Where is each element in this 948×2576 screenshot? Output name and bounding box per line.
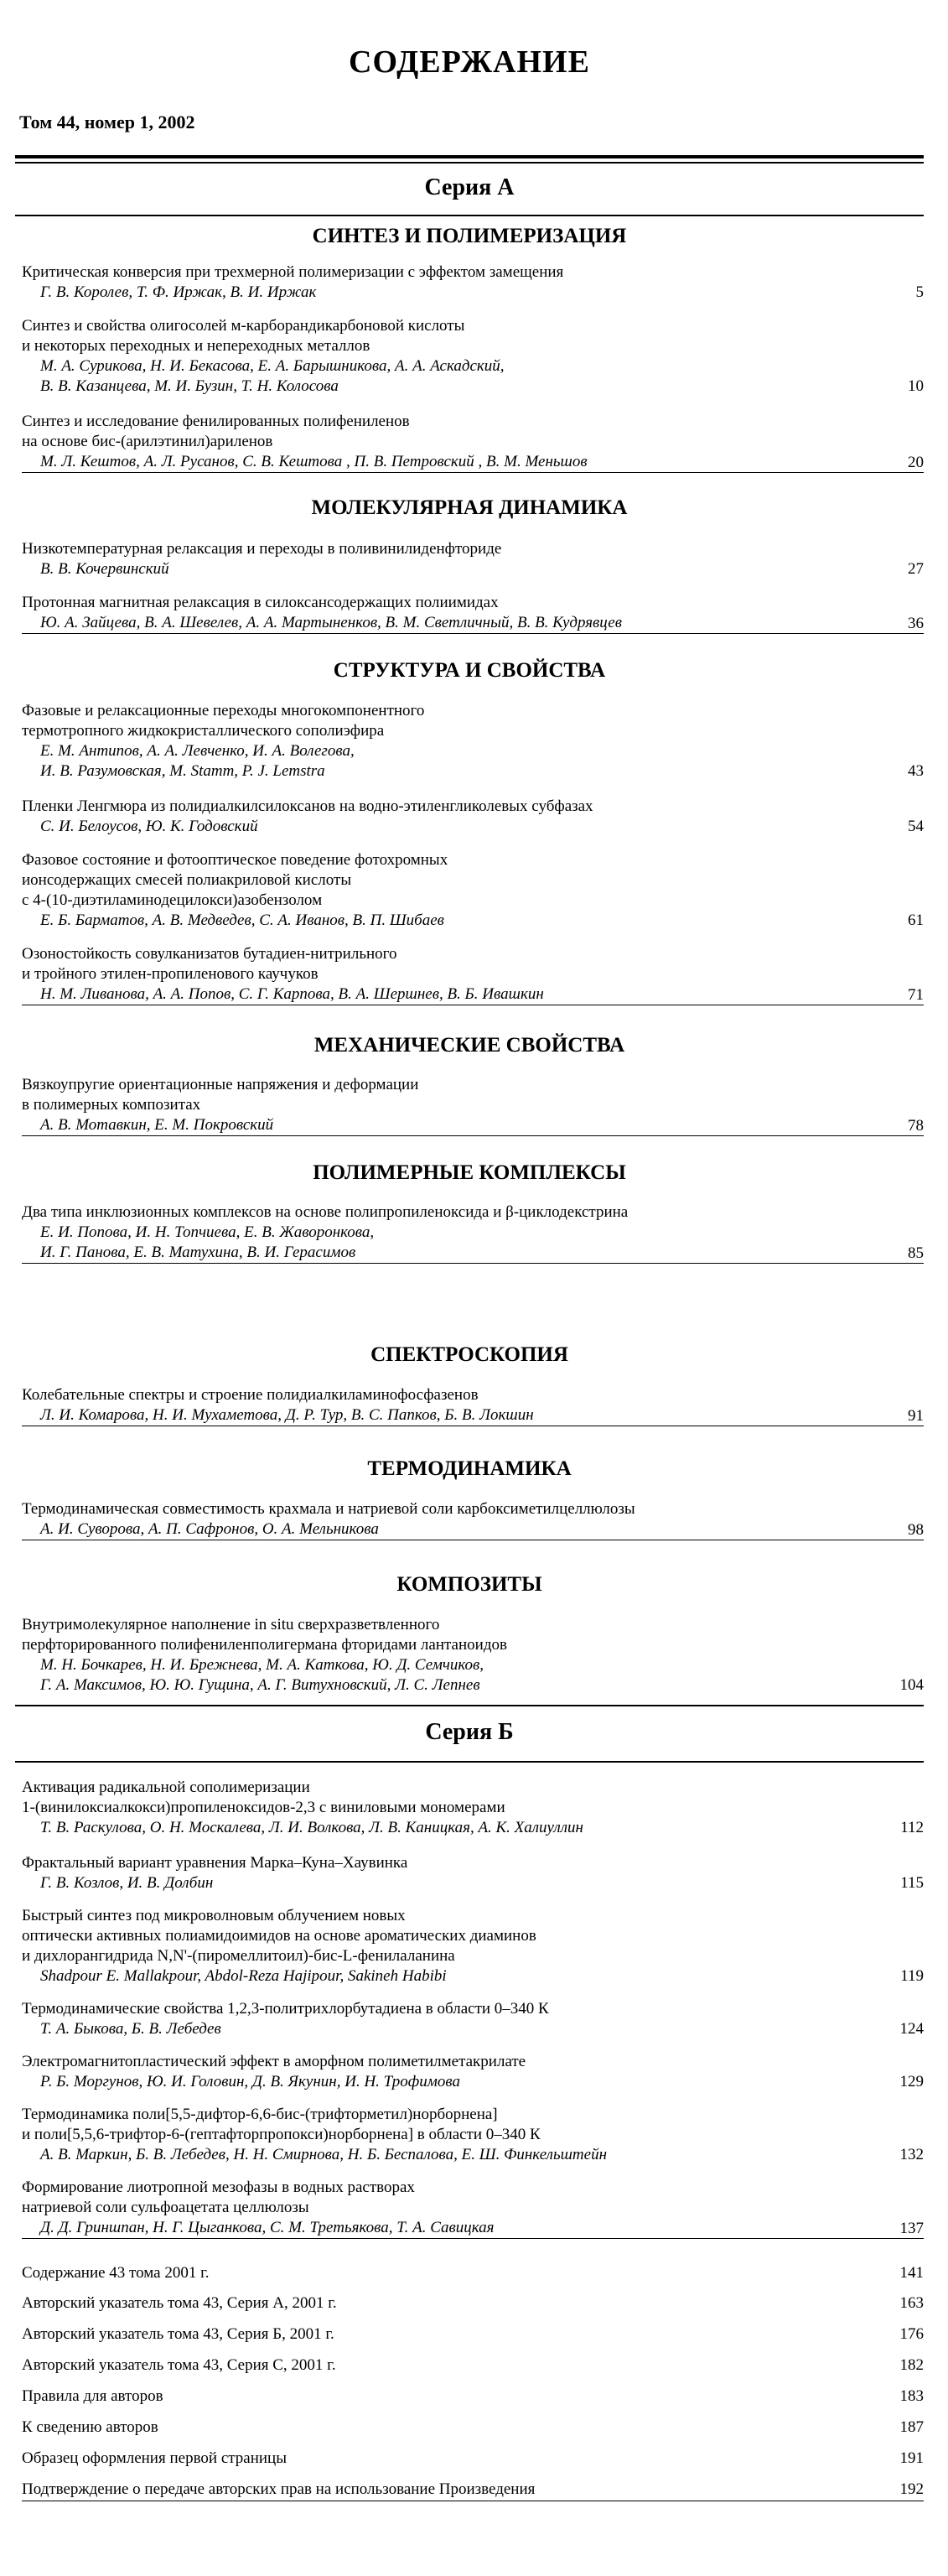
misc-page: 176: [899, 2325, 924, 2343]
toc-entry[interactable]: [22, 1499, 924, 1540]
entry-title: Протонная магнитная релаксация в силоксансодержащих полиимидах: [22, 594, 499, 611]
misc-title: Содержание 43 тома 2001 г.: [22, 2264, 210, 2282]
entry-page: 104: [899, 1676, 924, 1694]
divider: [15, 155, 924, 158]
entry-authors: Г. В. Королев, Т. Ф. Иржак, В. И. Иржак: [40, 283, 317, 301]
misc-title: Авторский указатель тома 43, Серия Б, 2001 г.: [22, 2325, 334, 2343]
section-heading: СИНТЕЗ И ПОЛИМЕРИЗАЦИЯ: [312, 225, 627, 247]
entry-authors: Shadpour E. Mallakpour, Abdol-Reza Hajipour, Sakineh Habibi: [40, 1967, 447, 1985]
entry-page: 27: [908, 560, 924, 578]
toc-entry[interactable]: [22, 539, 924, 579]
entry-page: 129: [899, 2073, 924, 2090]
entry-page: 78: [908, 1117, 924, 1135]
volume-info: Том 44, номер 1, 2002: [19, 112, 195, 132]
entry-title: Термодинамическая совместимость крахмала и натриевой соли карбоксиметилцеллюлозы: [22, 1500, 635, 1518]
toc-entry[interactable]: [22, 797, 924, 837]
toc-entry[interactable]: [22, 316, 924, 397]
toc-entry[interactable]: [22, 2105, 924, 2165]
misc-entry[interactable]: [22, 2387, 924, 2406]
toc-entry[interactable]: [22, 593, 924, 634]
misc-page: 182: [899, 2356, 924, 2374]
misc-title: К сведению авторов: [22, 2418, 158, 2436]
entry-title: Термодинамика поли[5,5-дифтор-6,6-бис-(трифторметил)норборнена] и поли[5,5,6-трифтор-6-(гептафторпропокси)норборнена] в области 0–340 К: [22, 2106, 541, 2143]
misc-entry[interactable]: [22, 2449, 924, 2468]
section-heading: СПЕКТРОСКОПИЯ: [370, 1343, 568, 1366]
entry-page: 71: [908, 986, 924, 1004]
divider: [15, 215, 924, 216]
entry-page: 54: [908, 818, 924, 835]
entry-title: Термодинамические свойства 1,2,3-политрихлорбутадиена в области 0–340 К: [22, 2000, 549, 2018]
toc-entry[interactable]: [22, 262, 924, 303]
entry-page: 20: [908, 454, 924, 471]
toc-entry[interactable]: [22, 1615, 924, 1696]
section-heading: МЕХАНИЧЕСКИЕ СВОЙСТВА: [313, 1034, 625, 1057]
section-heading: СТРУКТУРА И СВОЙСТВА: [333, 659, 606, 682]
entry-authors: Д. Д. Гриншпан, Н. Г. Цыганкова, С. М. Третьякова, Т. А. Савицкая: [22, 2218, 924, 2239]
entry-page: 119: [900, 1967, 924, 1985]
entry-title: Фазовое состояние и фотооптическое поведение фотохромных ионсодержащих смесей полиакриловой кислоты с 4-(10-диэтиламинодецилокси)азобензолом: [22, 851, 448, 909]
entry-page: 132: [899, 2146, 924, 2163]
toc-entry[interactable]: [22, 850, 924, 931]
entry-authors: М. Л. Кештов, А. Л. Русанов, С. В. Кештова , П. В. Петровский , В. М. Меньшов: [22, 452, 924, 473]
entry-authors: Ю. А. Зайцева, В. А. Шевелев, А. А. Мартыненков, В. М. Светличный, В. В. Кудрявцев: [22, 613, 924, 634]
entry-authors: А. В. Мотавкин, Е. М. Покровский: [22, 1115, 924, 1136]
toc-entry[interactable]: [22, 2178, 924, 2239]
misc-page: 192: [899, 2480, 924, 2498]
misc-page: 141: [899, 2264, 924, 2282]
entry-title: Электромагнитопластический эффект в аморфном полиметилметакрилате: [22, 2053, 526, 2070]
section-heading: ТЕРМОДИНАМИКА: [367, 1457, 572, 1480]
entry-page: 115: [900, 1874, 924, 1892]
entry-authors: Т. А. Быкова, Б. В. Лебедев: [40, 2020, 221, 2038]
entry-title: Низкотемпературная релаксация и переходы в поливинилиденфториде: [22, 540, 502, 558]
entry-title: Внутримолекулярное наполнение in situ сверхразветвленного перфторированного полифениленполигермана фторидами лантаноидов: [22, 1616, 507, 1654]
entry-authors: М. Н. Бочкарев, Н. И. Брежнева, М. А. Каткова, Ю. Д. Семчиков, Г. А. Максимов, Ю. Ю. Гущина, А. Г. Витухновский, Л. С. Лепнев: [40, 1656, 484, 1694]
misc-entry[interactable]: [22, 2325, 924, 2344]
entry-title: Два типа инклюзионных комплексов на основе полипропиленоксида и β-циклодекстрина: [22, 1203, 629, 1221]
entry-page: 112: [900, 1819, 924, 1836]
entry-page: 5: [915, 283, 924, 301]
misc-title: Подтверждение о передаче авторских прав на использование Произведения: [22, 2480, 536, 2498]
entry-title: Быстрый синтез под микроволновым облучением новых оптически активных полиамидоимидов на основе ароматических диаминов и дихлорангидрида N,N'-(пиромеллитоил)-бис-L-фенилаланина: [22, 1907, 536, 1965]
divider: [15, 1761, 924, 1763]
misc-entry[interactable]: [22, 2356, 924, 2375]
entry-authors: А. В. Маркин, Б. В. Лебедев, Н. Н. Смирнова, Н. Б. Беспалова, Е. Ш. Финкельштейн: [40, 2146, 608, 2163]
entry-authors: М. А. Сурикова, Н. И. Бекасова, Е. А. Барышникова, А. А. Аскадский, В. В. Казанцева, М. И. Бузин, Т. Н. Колосова: [40, 357, 505, 395]
toc-entry[interactable]: [22, 1778, 924, 1838]
entry-page: 98: [908, 1521, 924, 1539]
misc-entry[interactable]: [22, 2480, 924, 2501]
toc-entry[interactable]: [22, 1075, 924, 1136]
toc-entry[interactable]: [22, 1999, 924, 2039]
entry-title: Колебательные спектры и строение полидиалкиламинофосфазенов: [22, 1386, 479, 1404]
entry-authors: В. В. Кочервинский: [40, 560, 169, 578]
entry-authors: А. И. Суворова, А. П. Сафронов, О. А. Мельникова: [22, 1519, 924, 1540]
entry-page: 137: [899, 2220, 924, 2237]
toc-entry[interactable]: [22, 2052, 924, 2092]
misc-page: 163: [899, 2294, 924, 2312]
entry-title: Пленки Ленгмюра из полидиалкилсилоксанов на водно-этиленгликолевых субфазах: [22, 797, 593, 815]
misc-page: 187: [899, 2418, 924, 2436]
series-b-heading: Серия Б: [425, 1719, 514, 1745]
entry-authors: С. И. Белоусов, Ю. К. Годовский: [40, 818, 258, 835]
entry-page: 61: [908, 911, 924, 929]
misc-title: Образец оформления первой страницы: [22, 2449, 287, 2467]
entry-title: Вязкоупругие ориентационные напряжения и деформации в полимерных композитах: [22, 1076, 419, 1114]
entry-title: Формирование лиотропной мезофазы в водных растворах натриевой соли сульфоацетата целлюлозы: [22, 2179, 415, 2216]
misc-entry[interactable]: [22, 2418, 924, 2437]
entry-title: Синтез и свойства олигосолей м-карборандикарбоновой кислоты и некоторых переходных и непереходных металлов: [22, 317, 465, 355]
entry-authors: Л. И. Комарова, Н. И. Мухаметова, Д. Р. Тур, В. С. Папков, Б. В. Локшин: [22, 1405, 924, 1426]
entry-authors: Е. М. Антипов, А. А. Левченко, И. А. Волегова, И. В. Разумовская, M. Stamm, P. J. Lemstra: [40, 742, 355, 780]
toc-entry[interactable]: [22, 412, 924, 473]
toc-entry[interactable]: [22, 1906, 924, 1987]
entry-page: 91: [908, 1407, 924, 1425]
toc-entry[interactable]: [22, 944, 924, 1005]
entry-page: 43: [908, 762, 924, 780]
section-heading: ПОЛИМЕРНЫЕ КОМПЛЕКСЫ: [313, 1161, 626, 1184]
misc-entry[interactable]: [22, 2294, 924, 2313]
entry-page: 36: [908, 615, 924, 632]
misc-title: Авторский указатель тома 43, Серия С, 2001 г.: [22, 2356, 336, 2374]
entry-authors: Е. Б. Барматов, А. В. Медведев, С. А. Иванов, В. П. Шибаев: [40, 911, 444, 929]
misc-page: 191: [899, 2449, 924, 2467]
entry-page: 124: [899, 2020, 924, 2038]
divider: [15, 1705, 924, 1706]
entry-authors: Н. М. Ливанова, А. А. Попов, С. Г. Карпова, В. А. Шершнев, В. Б. Ивашкин: [22, 984, 924, 1005]
misc-page: 183: [899, 2387, 924, 2405]
toc-entry[interactable]: [22, 1853, 924, 1893]
entry-page: 10: [908, 377, 924, 395]
entry-title: Активация радикальной сополимеризации 1-(винилоксиалкокси)пропиленоксидов-2,3 с виниловыми мономерами: [22, 1779, 505, 1816]
misc-title: Правила для авторов: [22, 2387, 163, 2405]
entry-title: Синтез и исследование фенилированных полифениленов на основе бис-(арилэтинил)ариленов: [22, 413, 410, 450]
entry-page: 85: [908, 1244, 924, 1262]
entry-authors: Р. Б. Моргунов, Ю. И. Головин, Д. В. Якунин, И. Н. Трофимова: [40, 2073, 460, 2090]
series-a-heading: Серия А: [424, 174, 515, 200]
page-title: СОДЕРЖАНИЕ: [349, 44, 590, 80]
section-heading: КОМПОЗИТЫ: [396, 1573, 542, 1596]
toc-entry[interactable]: [22, 1385, 924, 1426]
entry-title: Фазовые и релаксационные переходы многокомпонентного термотропного жидкокристаллического сополиэфира: [22, 702, 425, 740]
misc-title: Авторский указатель тома 43, Серия А, 2001 г.: [22, 2294, 337, 2312]
entry-title: Критическая конверсия при трехмерной полимеризации с эффектом замещения: [22, 263, 564, 281]
entry-authors: Т. В. Раскулова, О. Н. Москалева, Л. И. Волкова, Л. В. Каницкая, А. К. Халиуллин: [40, 1819, 583, 1836]
toc-entry[interactable]: [22, 701, 924, 782]
entry-title: Озоностойкость совулканизатов бутадиен-нитрильного и тройного этилен-пропиленового каучуков: [22, 945, 397, 983]
section-heading: МОЛЕКУЛЯРНАЯ ДИНАМИКА: [311, 496, 628, 519]
divider: [15, 162, 924, 164]
entry-authors: Г. В. Козлов, И. В. Долбин: [40, 1874, 214, 1892]
entry-title: Фрактальный вариант уравнения Марка–Куна–Хаувинка: [22, 1854, 408, 1872]
entry-authors: Е. И. Попова, И. Н. Топчиева, Е. В. Жаворонкова, И. Г. Панова, Е. В. Матухина, В. И. Герасимов: [22, 1223, 924, 1264]
toc-entry[interactable]: [22, 1202, 924, 1264]
misc-entry[interactable]: [22, 2264, 924, 2283]
